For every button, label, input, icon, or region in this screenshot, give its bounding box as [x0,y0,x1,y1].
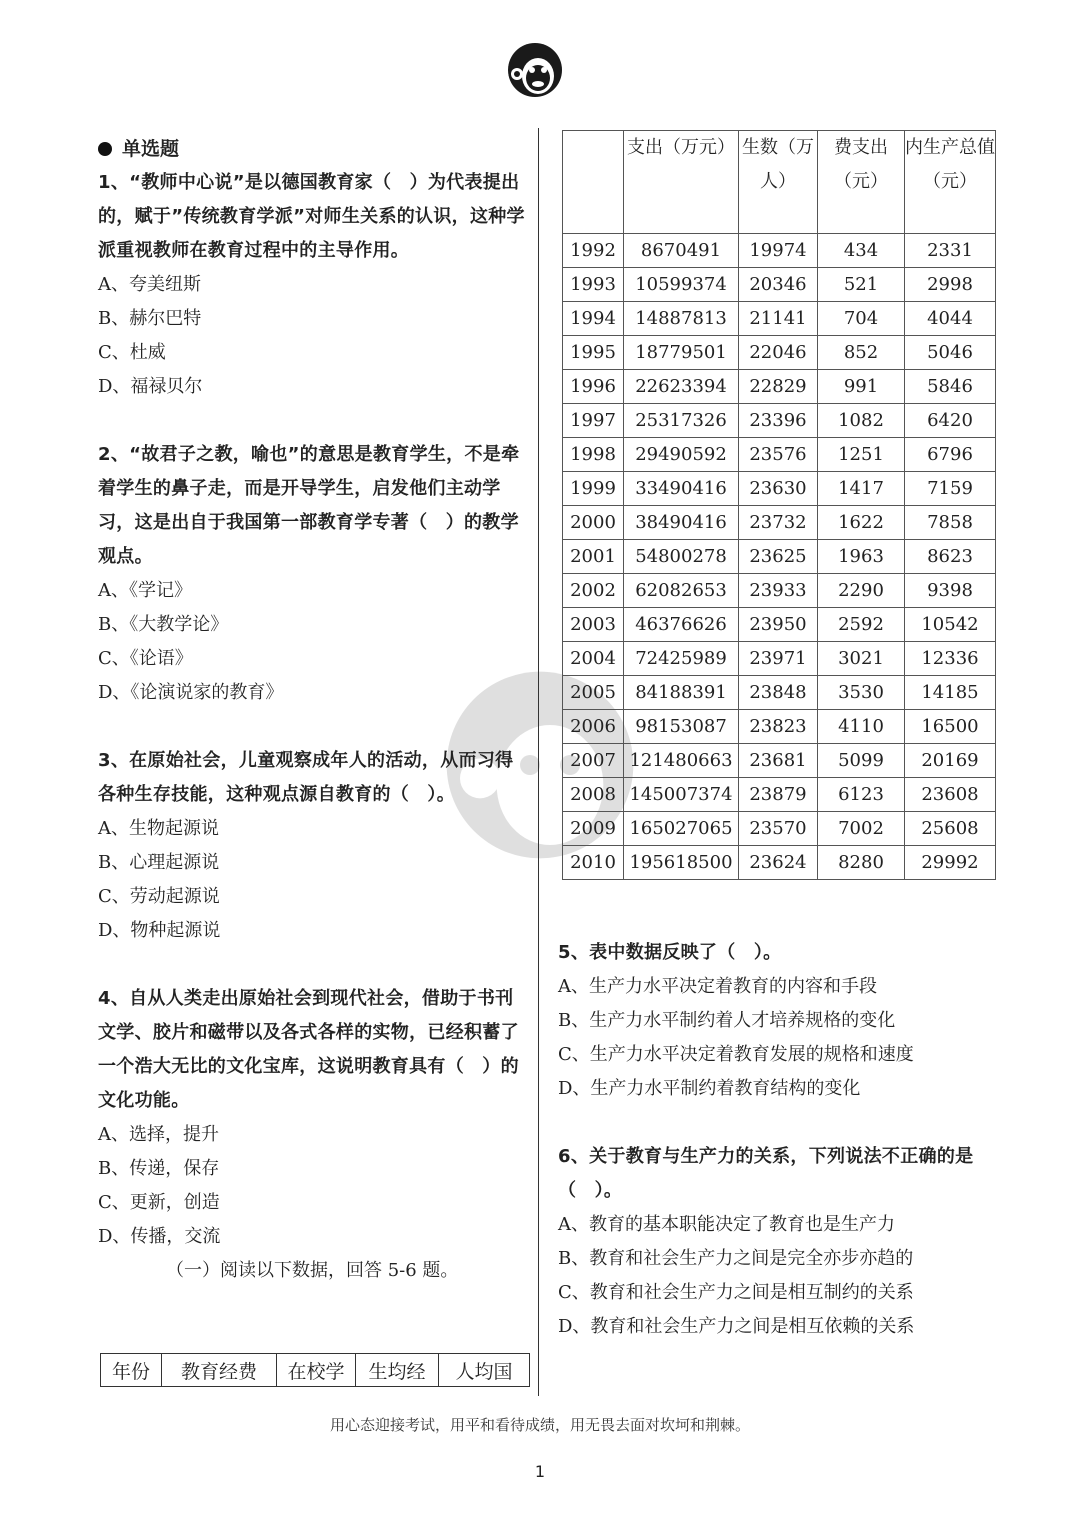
table-cell: 14185 [905,676,996,710]
table-cell: 29992 [905,846,996,880]
table-cell: 7159 [905,472,996,506]
data-table [562,130,996,880]
column-divider [538,128,539,1396]
question-option: C、生产力水平决定着教育发展的规格和速度 [558,1044,914,1065]
footer-motto: 用心态迎接考试，用平和看待成绩，用无畏去面对坎坷和荆棘。 [329,1416,750,1434]
table-cell: 8623 [905,540,996,574]
table-cell: 22046 [739,336,818,370]
table-row [563,812,996,846]
table-cell: 2006 [563,710,624,744]
table-cell: 62082653 [624,574,739,608]
table-row [563,336,996,370]
table-cell: 84188391 [624,676,739,710]
question-option: C、《论语》 [98,648,193,669]
table-cell: 2010 [563,846,624,880]
table-cell: 21141 [739,302,818,336]
table-cell: 16500 [905,710,996,744]
table-row [563,234,996,268]
table-cell: 23630 [739,472,818,506]
table-cell: 6420 [905,404,996,438]
table-cell: 23608 [905,778,996,812]
table-cell: 38490416 [624,506,739,540]
table-cell: 25608 [905,812,996,846]
table-row [563,370,996,404]
right-questions [558,936,998,1344]
table-header-cell: 人均国 [439,1354,530,1387]
question-stem: 3、在原始社会，儿童观察成年人的活动，从而习得各种生存技能，这种观点源自教育的（ ）。 [98,750,514,805]
reading-intro: （一）阅读以下数据，回答 5-6 题。 [166,1260,459,1281]
question-stem: 1、“教师中心说”是以德国教育家（ ）为代表提出的，赋于”传统教育学派”对师生关系的认识，这种学派重视教师在教育过程中的主导作用。 [98,172,525,261]
question-stem: 5、表中数据反映了（ ）。 [558,942,782,963]
table-cell: 14887813 [624,302,739,336]
table-cell: 4044 [905,302,996,336]
table-cell: 1963 [818,540,905,574]
table-header-cell: 内生产总值（元） [905,131,996,234]
table-cell: 852 [818,336,905,370]
table-cell: 23950 [739,608,818,642]
question-option: D、福禄贝尔 [98,376,203,397]
table-cell: 2005 [563,676,624,710]
table-cell: 23396 [739,404,818,438]
table-cell: 3021 [818,642,905,676]
table-row [563,302,996,336]
table-cell: 1998 [563,438,624,472]
table-row [563,506,996,540]
question-option: C、杜威 [98,342,166,363]
question-option: A、生物起源说 [98,818,219,839]
table-cell: 1999 [563,472,624,506]
table-cell: 23848 [739,676,818,710]
table-cell: 2003 [563,608,624,642]
question-option: A、《学记》 [98,580,192,601]
table-cell: 23576 [739,438,818,472]
question-option: A、教育的基本职能决定了教育也是生产力 [558,1214,895,1235]
question-option: B、教育和社会生产力之间是完全亦步亦趋的 [558,1248,914,1269]
question-option: D、物种起源说 [98,920,221,941]
table-cell: 5046 [905,336,996,370]
table-cell: 23732 [739,506,818,540]
section-heading: 单选题 [98,132,528,166]
table-cell: 10599374 [624,268,739,302]
table-cell: 991 [818,370,905,404]
table-row [563,540,996,574]
question-option: B、心理起源说 [98,852,220,873]
table-cell: 20169 [905,744,996,778]
table-row [563,710,996,744]
table-cell: 195618500 [624,846,739,880]
question-option: D、教育和社会生产力之间是相互依赖的关系 [558,1316,915,1337]
monkey-logo-icon [505,40,565,100]
table-cell: 1992 [563,234,624,268]
question-option: A、选择，提升 [98,1124,219,1145]
table-header-cell: 教育经费 [162,1354,277,1387]
question-stem: 6、关于教育与生产力的关系，下列说法不正确的是（ ）。 [558,1146,974,1201]
table-cell: 2002 [563,574,624,608]
table-row [563,574,996,608]
table-cell: 46376626 [624,608,739,642]
table-cell: 2592 [818,608,905,642]
question-option: D、生产力水平制约着教育结构的变化 [558,1078,861,1099]
question-stem: 4、自从人类走出原始社会到现代社会，借助于书刊文学、胶片和磁带以及各式各样的实物，已经积蓄了一个浩大无比的文化宝库，这说明教育具有（ ）的文化功能。 [98,988,519,1111]
table-cell: 29490592 [624,438,739,472]
table-cell: 12336 [905,642,996,676]
table-cell: 23971 [739,642,818,676]
question-option: D、传播，交流 [98,1226,221,1247]
question-option: A、生产力水平决定着教育的内容和手段 [558,976,877,997]
question-option: C、劳动起源说 [98,886,220,907]
table-cell: 1995 [563,336,624,370]
left-questions [98,166,528,1254]
table-cell: 7002 [818,812,905,846]
table-cell: 145007374 [624,778,739,812]
table-cell: 4110 [818,710,905,744]
table-row [563,608,996,642]
table-cell: 1622 [818,506,905,540]
table-row [563,676,996,710]
question-option: C、教育和社会生产力之间是相互制约的关系 [558,1282,914,1303]
table-cell: 2290 [818,574,905,608]
data-table-header [100,1353,530,1387]
table-row [563,642,996,676]
table-cell: 5846 [905,370,996,404]
question-option: D、《论演说家的教育》 [98,682,284,703]
table-cell: 704 [818,302,905,336]
table-cell: 2008 [563,778,624,812]
table-header-cell: 费支出（元） [818,131,905,234]
table-row [563,268,996,302]
table-cell: 23625 [739,540,818,574]
table-cell: 33490416 [624,472,739,506]
table-cell: 18779501 [624,336,739,370]
page-number: 1 [534,1462,546,1481]
table-header-cell: 生数（万人） [739,131,818,234]
table-cell: 2007 [563,744,624,778]
question-stem: 2、“故君子之教，喻也”的意思是教育学生，不是牵着学生的鼻子走，而是开导学生，启发他们主动学习，这是出自于我国第一部教育学专著（ ）的教学观点。 [98,444,520,567]
table-cell: 1994 [563,302,624,336]
table-cell: 7858 [905,506,996,540]
question-option: B、传递，保存 [98,1158,220,1179]
table-cell: 22623394 [624,370,739,404]
table-cell: 23570 [739,812,818,846]
table-cell: 1251 [818,438,905,472]
table-row [563,404,996,438]
table-cell: 2331 [905,234,996,268]
question-gap [98,404,528,438]
table-cell: 2998 [905,268,996,302]
table-header-cell: 支出（万元） [624,131,739,234]
table-row [563,778,996,812]
table-cell: 23624 [739,846,818,880]
table-cell: 121480663 [624,744,739,778]
table-cell: 8280 [818,846,905,880]
table-cell: 1082 [818,404,905,438]
table-cell: 9398 [905,574,996,608]
table-cell: 22829 [739,370,818,404]
question-option: B、《大教学论》 [98,614,229,635]
right-column [558,936,998,1344]
table-cell: 1997 [563,404,624,438]
table-cell: 2001 [563,540,624,574]
table-header-cell [563,131,624,234]
table-cell: 72425989 [624,642,739,676]
table-cell: 3530 [818,676,905,710]
table-header-continuation [563,131,996,234]
table-cell: 165027065 [624,812,739,846]
table-cell: 19974 [739,234,818,268]
table-cell: 6796 [905,438,996,472]
table-cell: 5099 [818,744,905,778]
question-option: B、生产力水平制约着人才培养规格的变化 [558,1010,896,1031]
table-cell: 1993 [563,268,624,302]
table-row [563,744,996,778]
table-cell: 2009 [563,812,624,846]
table-header-cell: 生均经 [356,1354,439,1387]
table-cell: 10542 [905,608,996,642]
question-option: A、夸美纽斯 [98,274,201,295]
question-gap [98,948,528,982]
bullet-icon [98,142,112,156]
table-header-cell: 年份 [101,1354,162,1387]
question-option: B、赫尔巴特 [98,308,202,329]
table-cell: 8670491 [624,234,739,268]
table-cell: 6123 [818,778,905,812]
table-cell: 23823 [739,710,818,744]
table-cell: 434 [818,234,905,268]
table-cell: 521 [818,268,905,302]
table-cell: 1996 [563,370,624,404]
left-column [98,132,528,1288]
question-gap [98,710,528,744]
table-cell: 20346 [739,268,818,302]
table-cell: 2000 [563,506,624,540]
table-header-cell: 在校学 [277,1354,356,1387]
table-cell: 23879 [739,778,818,812]
question-option: C、更新，创造 [98,1192,220,1213]
question-gap [558,1106,998,1140]
table-cell: 1417 [818,472,905,506]
table-cell: 98153087 [624,710,739,744]
table-cell: 54800278 [624,540,739,574]
table-cell: 25317326 [624,404,739,438]
table-cell: 2004 [563,642,624,676]
table-row [563,846,996,880]
table-row [563,438,996,472]
table-cell: 23933 [739,574,818,608]
table-row [563,472,996,506]
table-cell: 23681 [739,744,818,778]
